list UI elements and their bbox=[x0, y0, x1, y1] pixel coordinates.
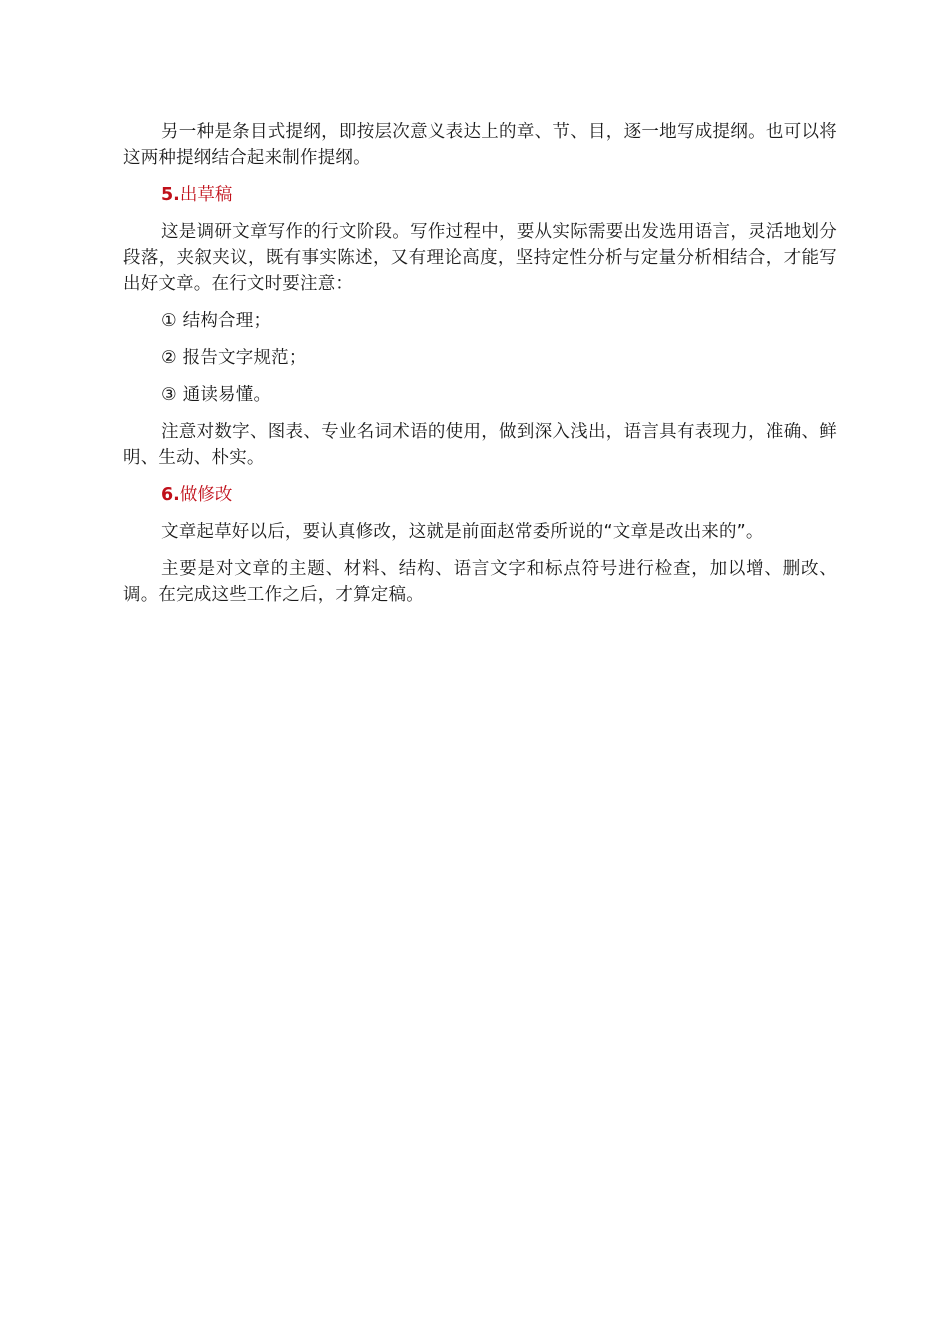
section-title: 做修改 bbox=[179, 485, 233, 505]
document-page bbox=[123, 119, 837, 619]
list-item: ① 结构合理； bbox=[161, 311, 272, 331]
section-title: 出草稿 bbox=[179, 185, 233, 205]
paragraph-terminology: 注意对数字、图表、专业名词术语的使用，做到深入浅出，语言具有表现力，准确、鲜明、生动、朴实。 bbox=[123, 422, 837, 468]
paragraph-drafting-stage: 这是调研文章写作的行文阶段。写作过程中，要从实际需要出发选用语言，灵活地划分段落，夹叙夹议，既有事实陈述，又有理论高度，坚持定性分析与定量分析相结合，才能写出好文章。在行文时要注意： bbox=[123, 222, 837, 294]
list-item: ③ 通读易懂。 bbox=[161, 385, 272, 405]
section-heading-draft bbox=[123, 182, 837, 208]
paragraph-revision-intro: 文章起草好以后，要认真修改，这就是前面赵常委所说的“文章是改出来的”。 bbox=[161, 522, 764, 542]
section-number: 5. bbox=[161, 185, 180, 205]
paragraph-outline-types: 另一种是条目式提纲，即按层次意义表达上的章、节、目，逐一地写成提纲。也可以将这两种提纲结合起来制作提纲。 bbox=[123, 122, 837, 168]
paragraph-revision-details: 主要是对文章的主题、材料、结构、语言文字和标点符号进行检查，加以增、删改、调。在完成这些工作之后，才算定稿。 bbox=[123, 559, 837, 605]
list-item: ② 报告文字规范； bbox=[161, 348, 307, 368]
section-number: 6. bbox=[161, 485, 180, 505]
section-heading-revise bbox=[123, 482, 837, 508]
